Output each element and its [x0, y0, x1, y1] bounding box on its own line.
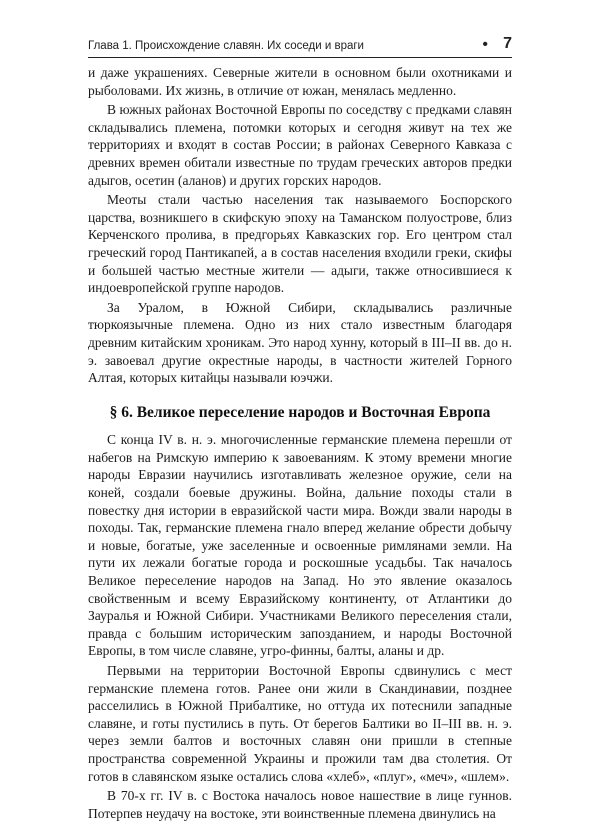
paragraph: За Уралом, в Южной Сибири, складывались различные тюркоязычные племена. Одно из них стало известным благодаря древним китайским хроникам. Это народ хунну, который в III–II вв. до н. э. завоевал другие окрестные народы, в частности жителей Горного Алтая, которых китайцы называли юэчжи. — [88, 299, 512, 386]
running-header — [88, 35, 512, 58]
paragraph: Первыми на территории Восточной Европы сдвинулись с мест германские племена готов. Ранее они жили в Скандинавии, позднее расселились в Южной Прибалтике, но оттуда их потеснили западные славяне, и готы пустились в путь. От берегов Балтики во II–III вв. н. э. через земли балтов и восточных славян они пришли в степные пространства современной Украины и прожили там два столетия. От готов в славянском языке остались слова «хлеб», «плуг», «меч», «шлем». — [88, 663, 512, 784]
chapter-title: Глава 1. Происхождение славян. Их соседи и враги — [88, 40, 364, 52]
paragraph: С конца IV в. н. э. многочисленные германские племена перешли от набегов на Римскую империю к завоеваниям. К этому времени многие народы Евразии научились изготавливать железное оружие, сели на коней, создали боевые дружины. Война, дальние походы стали в повестку дня истории в евразийской части мира. Вожди звали народы в походы. Так, германские племена гнало вперед желание обрести добычу и новые, богатые, уже заселенные и освоенные римлянами земли. На пути их лежали богатые города и роскошные усадьбы. Так началось Великое переселение народов на Запад. Но это явление оказалось свойственным и всему Евразийскому континенту, от Атлантики до Зауралья и Южной Сибири. Участниками Великого переселения стали, правда с большим историческим запозданием, и народы Восточной Европы, в том числе славяне, угро-финны, балты, аланы и др. — [88, 432, 512, 659]
body-text — [88, 64, 512, 824]
paragraph: Меоты стали частью населения так называемого Боспорского царства, возникшего в скифскую эпоху на Таманском полуострове, близ Керченского пролива, в предгорьях Кавказских гор. Его центром стал греческий город Пантикапей, а в состав населения входили греки, скифы и большей частью местные жители — адыги, также относившиеся к индоевропейской группе народов. — [88, 192, 512, 296]
section-heading: § 6. Великое переселение народов и Восточная Европа — [109, 403, 491, 421]
header-bullet: • — [482, 36, 488, 53]
paragraph: В 70-х гг. IV в. с Востока началось новое нашествие в лице гуннов. Потерпев неудачу на востоке, эти воинственные племена двинулись на — [88, 788, 512, 821]
paragraph-continued: и даже украшениях. Северные жители в основном были охотниками и рыболовами. Их жизнь, в отличие от южан, менялась медленно. — [88, 65, 512, 98]
page-number: 7 — [503, 35, 512, 52]
paragraph: В южных районах Восточной Европы по соседству с предками славян складывались племена, потомки которых и сегодня живут на тех же территориях и входят в состав России; в районах Северного Кавказа с древних времен обитали известные по трудам греческих авторов предки адыгов, осетин (аланов) и других горских народов. — [88, 102, 512, 188]
